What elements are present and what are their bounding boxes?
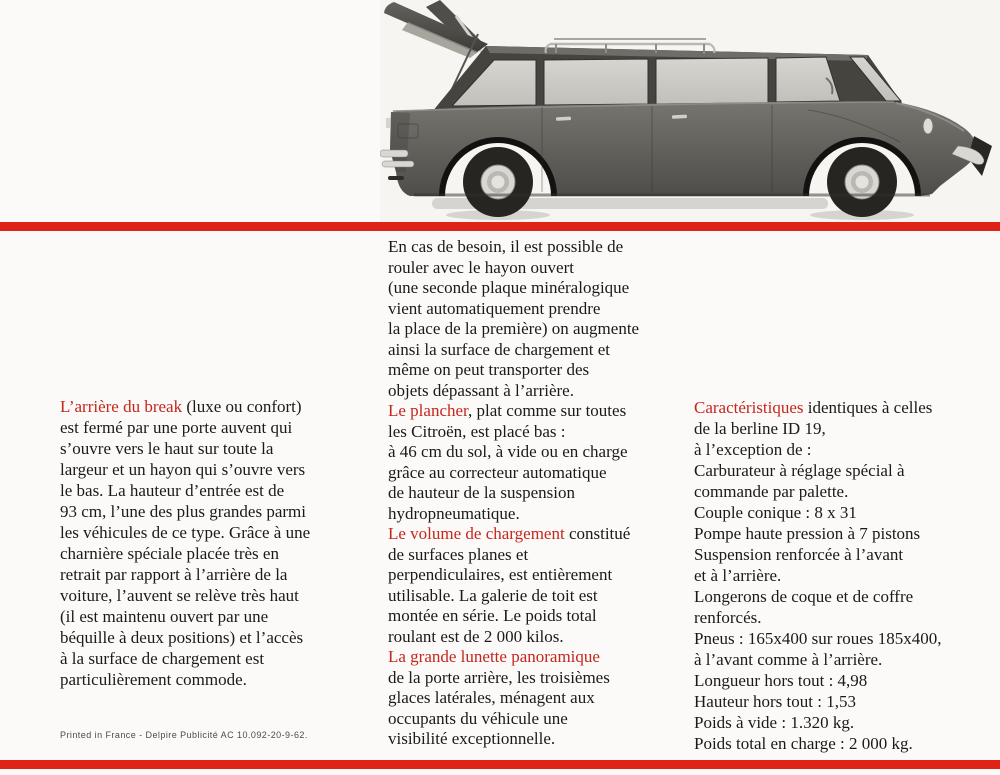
text-line (60, 627, 352, 648)
line-text: renforcés. (694, 608, 762, 627)
text-line (60, 501, 352, 522)
text-line (694, 628, 996, 649)
line-text: béquille à deux positions) et l’accès (60, 628, 304, 647)
line-text: de surfaces planes et (388, 544, 529, 564)
line-text: 93 cm, l’une des plus grandes parmi (60, 502, 306, 521)
text-line (388, 688, 684, 709)
text-line (388, 709, 684, 730)
bottom-red-rule (0, 760, 1000, 769)
front-door-window (656, 58, 768, 104)
line-text: roulant est de 2 000 kilos. (388, 626, 564, 646)
line-lead-red: Le volume de chargement (388, 524, 565, 543)
text-line (60, 564, 352, 585)
line-text: Couple conique : 8 x 31 (694, 503, 857, 522)
column-left (60, 396, 352, 690)
line-text: (il est maintenu ouvert par une (60, 607, 269, 626)
line-text: Poids total en charge : 2 000 kg. (694, 734, 913, 753)
top-red-rule (0, 222, 1000, 231)
line-text: (luxe ou confort) (182, 397, 302, 416)
text-line (60, 417, 352, 438)
line-text: même on peut transporter des (388, 360, 590, 379)
imprint-footer: Printed in France - Delpire Publicité AC 10.092-20-9-62. (60, 730, 308, 740)
text-line (694, 649, 996, 670)
text-line (388, 237, 684, 258)
text-line (388, 483, 684, 504)
column-middle (388, 237, 684, 750)
text-line (388, 278, 684, 299)
text-line (388, 258, 684, 279)
line-text: la place de la première) on augmente (388, 319, 640, 338)
text-line (388, 401, 684, 422)
line-text: s’ouvre vers le haut sur toute la (60, 439, 274, 458)
line-text: Longueur hors tout : 4,98 (694, 671, 868, 690)
text-line (60, 669, 352, 690)
text-line (694, 397, 996, 418)
line-text: glaces latérales, ménagent aux (388, 688, 595, 707)
text-line (694, 523, 996, 544)
text-line (388, 647, 684, 668)
text-line (60, 648, 352, 669)
line-text: retrait par rapport à l’arrière de la (60, 565, 288, 584)
line-text: rouler avec le hayon ouvert (388, 257, 574, 277)
line-text: Pompe haute pression à 7 pistons (694, 524, 921, 543)
line-text: le bas. La hauteur d’entrée est de (60, 481, 285, 500)
text-line (60, 606, 352, 627)
text-line (388, 586, 684, 607)
line-text: visibilité exceptionnelle. (388, 729, 556, 748)
line-text: hydropneumatique. (388, 503, 520, 523)
line-text: à 46 cm du sol, à vide ou en charge (388, 442, 628, 461)
text-line (694, 481, 996, 502)
text-line (388, 524, 684, 545)
line-text: charnière spéciale placée très en (60, 544, 279, 563)
line-text: (une seconde plaque minéralogique (388, 278, 630, 297)
text-line (694, 586, 996, 607)
line-text: de la porte arrière, les troisièmes (388, 667, 610, 687)
line-text: Suspension renforcée à l’avant (694, 545, 904, 564)
rear-wheel (463, 147, 533, 217)
line-text: , plat comme sur toutes (468, 401, 627, 420)
text-line (388, 360, 684, 381)
text-line (388, 627, 684, 648)
text-line (694, 565, 996, 586)
line-text: vient automatiquement prendre (388, 298, 601, 318)
line-text: Pneus : 165x400 sur roues 185x400, (694, 629, 942, 648)
line-lead-red: La grande lunette panoramique (388, 647, 600, 666)
line-text: occupants du véhicule une (388, 708, 568, 728)
text-line (60, 438, 352, 459)
line-text: de la berline ID 19, (694, 419, 826, 438)
text-line (388, 381, 684, 402)
text-line (388, 463, 684, 484)
line-lead-red: Le plancher (388, 401, 469, 420)
line-text: Carburateur à réglage spécial à (694, 461, 905, 480)
text-line (694, 502, 996, 523)
text-line (60, 543, 352, 564)
line-text: les véhicules de ce type. Grâce à une (60, 523, 311, 542)
line-text: est fermé par une porte auvent qui (60, 418, 293, 437)
text-line (388, 729, 684, 750)
line-text: objets dépassant à l’arrière. (388, 380, 574, 400)
text-line (388, 545, 684, 566)
text-line (60, 585, 352, 606)
car-photo (380, 0, 1000, 222)
text-line (388, 319, 684, 340)
line-text: à l’avant comme à l’arrière. (694, 650, 883, 669)
text-line (60, 480, 352, 501)
line-lead-red: Caractéristiques (694, 398, 804, 417)
front-wheel (827, 147, 897, 217)
text-line (694, 460, 996, 481)
text-line (694, 712, 996, 733)
line-text: grâce au correcteur automatique (388, 462, 607, 482)
headlight-icon (923, 118, 933, 134)
text-line (694, 670, 996, 691)
text-line (60, 459, 352, 480)
rear-door-window (544, 59, 648, 105)
line-text: perpendiculaires, est entièrement (388, 565, 613, 584)
text-line (388, 504, 684, 525)
line-text: voiture, l’auvent se relève très haut (60, 586, 299, 605)
text-line (694, 418, 996, 439)
column-right (694, 397, 996, 754)
line-text: les Citroën, est placé bas : (388, 421, 566, 441)
line-text: constitué (564, 524, 631, 543)
text-line (60, 522, 352, 543)
line-text: particulièrement commode. (60, 670, 247, 689)
line-text: identiques à celles (803, 398, 933, 417)
text-line (388, 606, 684, 627)
text-line (388, 442, 684, 463)
line-text: En cas de besoin, il est possible de (388, 237, 624, 256)
text-line (388, 565, 684, 586)
line-text: et à l’arrière. (694, 566, 782, 585)
line-text: de hauteur de la suspension (388, 483, 575, 502)
line-text: Poids à vide : 1.320 kg. (694, 713, 855, 732)
line-text: montée en série. Le poids total (388, 606, 597, 625)
text-line (694, 544, 996, 565)
text-line (60, 396, 352, 417)
text-line (694, 691, 996, 712)
line-text: Hauteur hors tout : 1,53 (694, 692, 856, 711)
line-text: largeur et un hayon qui s’ouvre vers (60, 460, 306, 479)
line-text: à l’exception de : (694, 440, 812, 459)
line-text: Longerons de coque et de coffre (694, 587, 914, 606)
line-text: à la surface de chargement est (60, 649, 265, 668)
line-lead-red: L’arrière du break (60, 397, 183, 416)
text-line (388, 422, 684, 443)
car-illustration (380, 0, 1000, 222)
line-text: commande par palette. (694, 482, 849, 501)
line-text: ainsi la surface de chargement et (388, 339, 610, 359)
text-line (388, 299, 684, 320)
line-text: utilisable. La galerie de toit est (388, 585, 598, 605)
text-line (388, 340, 684, 361)
taillight (386, 118, 391, 128)
text-line (694, 607, 996, 628)
text-line (694, 439, 996, 460)
text-line (388, 668, 684, 689)
text-line (694, 733, 996, 754)
